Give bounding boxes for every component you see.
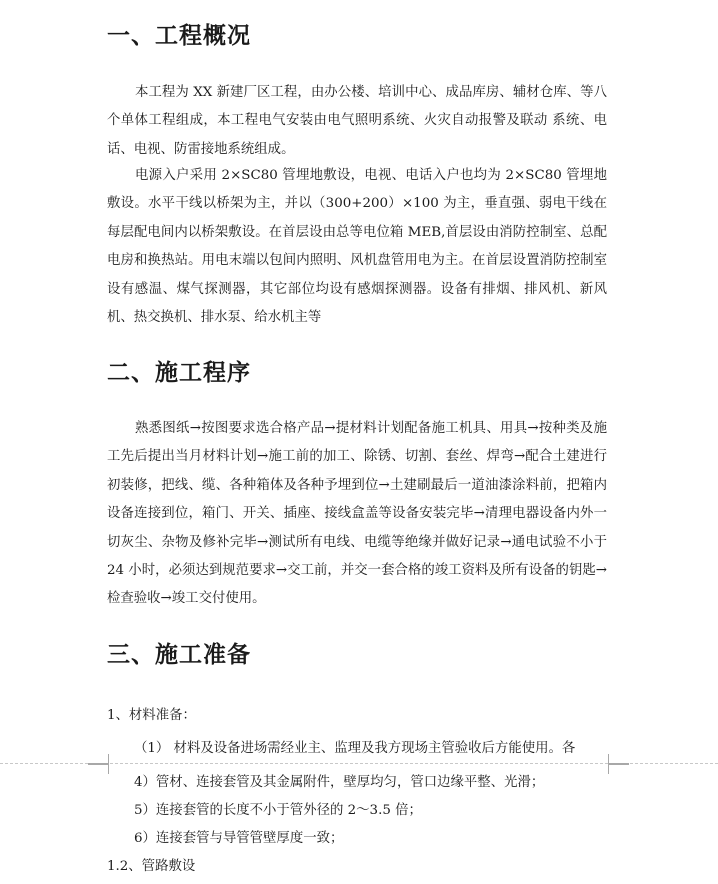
page-corner-mark — [88, 764, 109, 774]
section-heading-overview: 一、工程概况 — [107, 22, 251, 49]
overview-paragraph-2: 电源入户采用 2×SC80 管埋地敷设，电视、电话入户也均为 2×SC80 管埋地敷设。水平干线以桥架为主，并以（300+200）×100 为主，垂直强、弱电干线在每层配电间内以桥架敷设。在首层设由总等电位箱 MEB,首层设由消防控制室、总配电房和换热站。用电末端以包间内照明、风机盘管用电为主。在首层设置消防控制室设有感温、煤气探测器，其它部位均设有感烟探测器。设备有排烟、排风机、新风机、热交换机、排水泵、给水机主等 — [107, 168, 607, 326]
section-heading-procedure: 二、施工程序 — [107, 359, 251, 386]
pipe-laying-heading: 1.2、管路敷设 — [107, 859, 196, 874]
page-corner-mark — [88, 754, 109, 764]
materials-inspection-item: （1） 材料及设备进场需经业主、监理及我方现场主管验收后方能使用。各 — [134, 741, 576, 756]
materials-prep-item: 1、材料准备： — [107, 708, 196, 723]
pipe-requirement-item-6: 6）连接套管与导管管壁厚度一致； — [134, 831, 344, 846]
pipe-requirement-item-5: 5）连接套管的长度不小于管外径的 2～3.5 倍； — [134, 803, 422, 818]
procedure-paragraph: 熟悉图纸→按图要求选合格产品→提材料计划配备施工机具、用具→按种类及施工先后提出当月材料计划→施工前的加工、除锈、切割、套丝、焊弯→配合土建进行初装修，把线、缆、各种箱体及各种予埋到位→土建刷最后一道油漆涂料前，把箱内设备连接到位，箱门、开关、插座、接线盒盖等设备安装完毕→清理电器设备内外一切灰尘、杂物及修补完毕→测试所有电线、电缆等绝缘并做好记录→通电试验不小于 24 小时，必须达到规范要求→交工前，并交一套合格的竣工资料及所有设备的钥匙→检查验收→竣工交付使用。 — [107, 421, 607, 607]
page-corner-mark — [608, 764, 629, 774]
overview-paragraph-1: 本工程为 XX 新建厂区工程，由办公楼、培训中心、成品库房、辅材仓库、等八个单体工程组成，本工程电气安装由电气照明系统、火灾自动报警及联动 系统、电话、电视、防雷接地系统组成。 — [107, 85, 607, 157]
page-corner-mark — [608, 754, 629, 764]
section-heading-preparation: 三、施工准备 — [107, 641, 251, 668]
pipe-requirement-item-4: 4）管材、连接套管及其金属附件，壁厚均匀，管口边缘平整、光滑； — [134, 775, 545, 790]
